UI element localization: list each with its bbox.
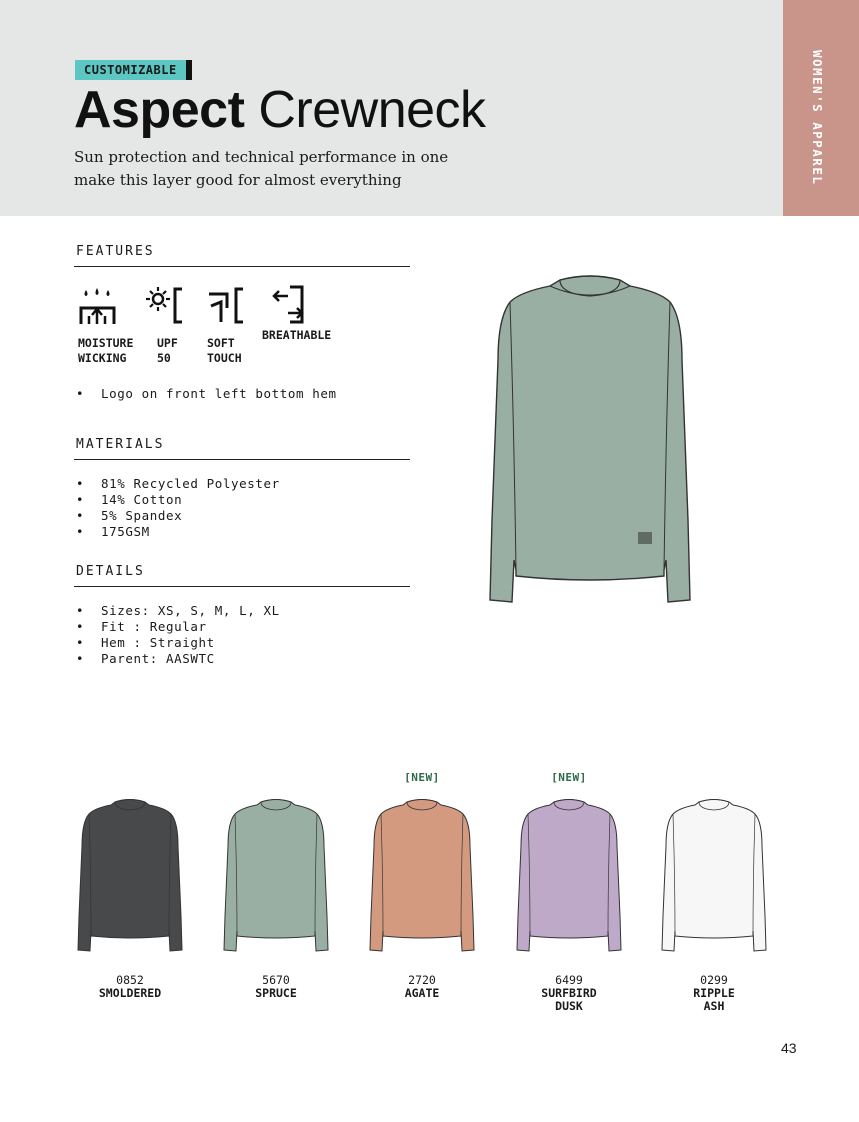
colorway-smoldered[interactable]: [75, 796, 185, 1000]
list-item: • 81% Recycled Polyester: [76, 476, 280, 492]
subtitle-line-2: make this layer good for almost everything: [74, 171, 402, 189]
upf-sun-icon: [145, 284, 187, 328]
list-item: • Sizes: XS, S, M, L, XL: [76, 603, 280, 619]
materials-list: [76, 476, 280, 540]
colorway-name: SPRUCE: [255, 986, 297, 1000]
details-rule: [74, 586, 410, 587]
title-light: Crewneck: [258, 81, 486, 139]
hero-shirt-image: [470, 270, 710, 610]
breathable-icon: [262, 284, 312, 328]
new-badge: [NEW]: [404, 771, 440, 784]
list-item: • Hem : Straight: [76, 635, 280, 651]
colorway-name: SMOLDERED: [98, 986, 162, 1000]
soft-touch-icon: [207, 284, 249, 328]
colorway-shirt: [514, 796, 624, 956]
list-item: • Parent: AASWTC: [76, 651, 280, 667]
colorway-spruce[interactable]: [221, 796, 331, 1000]
colorway-shirt: [75, 796, 185, 956]
colorway-surfbird-dusk[interactable]: [514, 771, 624, 1013]
title-bold: Aspect: [74, 81, 245, 139]
list-item: • 5% Spandex: [76, 508, 280, 524]
colorway-code: 2720: [408, 973, 436, 987]
colorway-agate[interactable]: [367, 771, 477, 1000]
product-title: [74, 80, 486, 140]
colorway-code: 0299: [700, 973, 728, 987]
page-number: 43: [781, 1040, 797, 1056]
side-tab-label: WOMEN'S APPAREL: [810, 50, 825, 186]
list-item: • 14% Cotton: [76, 492, 280, 508]
feature-label-4a: BREATHABLE: [262, 328, 332, 342]
list-item: • 175GSM: [76, 524, 280, 540]
feature-soft-touch: [207, 284, 249, 366]
list-item: • Fit : Regular: [76, 619, 280, 635]
feature-label-2a: UPF: [157, 336, 178, 350]
feature-label-1a: MOISTURE: [78, 336, 134, 350]
colorway-code: 5670: [262, 973, 290, 987]
feature-label-2b: 50: [157, 351, 171, 365]
details-heading: DETAILS: [76, 564, 145, 579]
colorway-shirt: [659, 796, 769, 956]
features-list: [76, 386, 337, 402]
colorway-shirt: [367, 796, 477, 956]
colorway-name: SURFBIRD DUSK: [541, 986, 597, 1013]
features-rule: [74, 266, 410, 267]
feature-moisture-wicking: [78, 284, 133, 366]
hero-shirt-body: [490, 276, 690, 602]
moisture-wicking-icon: [78, 284, 120, 328]
features-heading: FEATURES: [76, 244, 155, 259]
colorway-code: 0852: [116, 973, 144, 987]
feature-breathable: [262, 284, 331, 343]
subtitle-line-1: Sun protection and technical performance in one: [74, 148, 449, 166]
feature-label-3b: TOUCH: [207, 351, 242, 365]
materials-rule: [74, 459, 410, 460]
colorway-name: AGATE: [404, 986, 440, 1000]
list-item: • Logo on front left bottom hem: [76, 386, 337, 402]
side-tab: [783, 0, 859, 216]
customizable-badge: CUSTOMIZABLE: [75, 60, 192, 80]
feature-label-1b: WICKING: [78, 351, 127, 365]
colorway-shirt: [221, 796, 331, 956]
colorway-name: RIPPLE ASH: [693, 986, 735, 1013]
feature-upf: [145, 284, 187, 366]
materials-heading: MATERIALS: [76, 437, 165, 452]
feature-label-3a: SOFT: [207, 336, 235, 350]
colorway-code: 6499: [555, 973, 583, 987]
new-badge: [NEW]: [551, 771, 587, 784]
product-subtitle: [74, 146, 504, 192]
details-list: [76, 603, 280, 667]
colorway-ripple-ash[interactable]: [659, 796, 769, 1013]
